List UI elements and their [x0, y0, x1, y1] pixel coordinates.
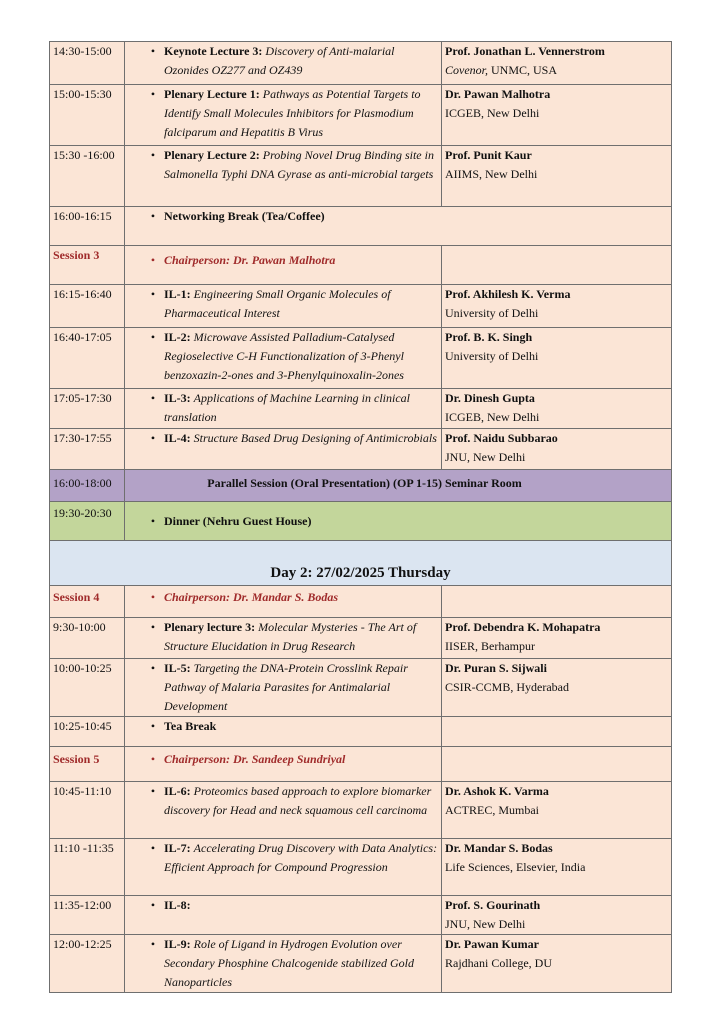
speaker-affiliation: University of Delhi: [445, 306, 539, 320]
talk-label: Plenary Lecture 2:: [164, 148, 260, 162]
talk-title: Engineering Small Organic Molecules of Pharmaceutical Interest: [164, 287, 391, 320]
bullet-icon: •: [150, 148, 156, 162]
speaker-cell: [442, 935, 672, 993]
talk-cell: [125, 285, 442, 328]
talk-label: Plenary lecture 3:: [164, 620, 256, 634]
speaker-cell: [442, 659, 672, 717]
talk-cell: [125, 717, 442, 747]
speaker-affiliation: Covenor, UNMC, USA: [445, 63, 558, 77]
talk-title: Pathways as Potential Targets to Identify Small Molecules Inhibitors for Plasmodium falciparum and Hepatitis B Virus: [164, 87, 421, 139]
talk-title: Microwave Assisted Palladium-Catalysed Regioselective C-H Functionalization of 3-Phenyl benzoxazin-2-ones and 3-Phenylquinoxalin-2ones: [164, 330, 404, 382]
talk-cell: [125, 85, 442, 146]
speaker-cell: [442, 146, 672, 207]
speaker-name: Prof. S. Gourinath: [445, 898, 541, 912]
schedule-row: [50, 429, 672, 470]
time-cell: 11:35-12:00: [50, 896, 125, 935]
schedule-row: [50, 659, 672, 717]
bullet-icon: •: [150, 841, 156, 855]
speaker-name: Prof. Jonathan L. Vennerstrom: [445, 44, 605, 58]
bullet-icon: •: [150, 620, 156, 634]
talk-cell: [125, 146, 442, 207]
time-cell: 14:30-15:00: [50, 42, 125, 85]
session-row: [50, 586, 672, 618]
parallel-session-label: Parallel Session (Oral Presentation) (OP 1-15) Seminar Room: [125, 470, 672, 502]
bullet-icon: •: [150, 431, 156, 445]
schedule-row: [50, 782, 672, 839]
chair-cell: [125, 586, 442, 618]
speaker-cell: [442, 42, 672, 85]
schedule-row: [50, 85, 672, 146]
time-cell: 11:10 -11:35: [50, 839, 125, 896]
break-label: Networking Break (Tea/Coffee): [164, 209, 325, 223]
speaker-name: Dr. Ashok K. Varma: [445, 784, 549, 798]
speaker-affiliation: IISER, Berhampur: [445, 639, 535, 653]
time-cell: 17:05-17:30: [50, 389, 125, 429]
schedule-row: [50, 42, 672, 85]
talk-title: Targeting the DNA-Protein Crosslink Repair Pathway of Malaria Parasites for Antimalarial Development: [164, 661, 408, 713]
talk-label: IL-5:: [164, 661, 191, 675]
chair-cell: [125, 246, 442, 285]
day-header-row: [50, 541, 672, 586]
talk-label: IL-3:: [164, 391, 191, 405]
talk-title: Accelerating Drug Discovery with Data Analytics: Efficient Approach for Compound Progression: [164, 841, 438, 874]
session-label: Session 5: [50, 747, 125, 782]
speaker-name: Dr. Puran S. Sijwali: [445, 661, 547, 675]
talk-cell: [125, 207, 672, 246]
speaker-affiliation: ICGEB, New Delhi: [445, 106, 540, 120]
talk-label: IL-8:: [164, 898, 191, 912]
speaker-name: Dr. Dinesh Gupta: [445, 391, 535, 405]
speaker-name: Prof. Punit Kaur: [445, 148, 532, 162]
talk-label: IL-7:: [164, 841, 191, 855]
schedule-row: [50, 328, 672, 389]
empty-cell: [442, 586, 672, 618]
talk-cell: [125, 659, 442, 717]
schedule-row: [50, 389, 672, 429]
talk-title: Probing Novel Drug Binding site in Salmonella Typhi DNA Gyrase as anti-microbial targets: [164, 148, 434, 181]
bullet-icon: •: [150, 661, 156, 675]
talk-cell: [125, 782, 442, 839]
speaker-name: Prof. Naidu Subbarao: [445, 431, 558, 445]
speaker-cell: [442, 328, 672, 389]
time-cell: 12:00-12:25: [50, 935, 125, 993]
schedule-row: [50, 839, 672, 896]
schedule-row: [50, 896, 672, 935]
empty-cell: [442, 246, 672, 285]
bullet-icon: •: [150, 209, 156, 223]
time-cell: 16:15-16:40: [50, 285, 125, 328]
speaker-affiliation: University of Delhi: [445, 349, 539, 363]
talk-title: Discovery of Anti-malarial Ozonides OZ277 and OZ439: [164, 44, 395, 77]
chairperson: Chairperson: Dr. Pawan Malhotra: [164, 253, 336, 267]
speaker-affiliation: ICGEB, New Delhi: [445, 410, 540, 424]
time-cell: 15:30 -16:00: [50, 146, 125, 207]
bullet-icon: •: [150, 898, 156, 912]
speaker-affiliation: Life Sciences, Elsevier, India: [445, 860, 586, 874]
speaker-affiliation: AIIMS, New Delhi: [445, 167, 538, 181]
chair-cell: [125, 747, 442, 782]
speaker-affiliation: JNU, New Delhi: [445, 917, 526, 931]
time-cell: 9:30-10:00: [50, 618, 125, 659]
talk-cell: [125, 42, 442, 85]
dinner-label: Dinner (Nehru Guest House): [164, 514, 312, 528]
talk-label: IL-9:: [164, 937, 191, 951]
bullet-icon: •: [150, 752, 156, 766]
speaker-affiliation: ACTREC, Mumbai: [445, 803, 540, 817]
speaker-cell: [442, 285, 672, 328]
speaker-cell: [442, 618, 672, 659]
break-label: Tea Break: [164, 719, 217, 733]
talk-title: Applications of Machine Learning in clinical translation: [164, 391, 410, 424]
talk-label: IL-1:: [164, 287, 191, 301]
speaker-name: Prof. Debendra K. Mohapatra: [445, 620, 601, 634]
talk-cell: [125, 389, 442, 429]
speaker-name: Dr. Mandar S. Bodas: [445, 841, 553, 855]
speaker-cell: [442, 896, 672, 935]
speaker-cell: [442, 839, 672, 896]
talk-cell: [125, 618, 442, 659]
schedule-row: [50, 285, 672, 328]
speaker-name: Dr. Pawan Malhotra: [445, 87, 551, 101]
bullet-icon: •: [150, 590, 156, 604]
talk-title: Proteomics based approach to explore biomarker discovery for Head and neck squamous cell carcinoma: [164, 784, 432, 817]
bullet-icon: •: [150, 44, 156, 58]
talk-title: Role of Ligand in Hydrogen Evolution over Secondary Phosphine Chalcogenide stabilized Gold Nanoparticles: [164, 937, 414, 989]
talk-label: IL-2:: [164, 330, 191, 344]
speaker-name: Prof. B. K. Singh: [445, 330, 533, 344]
time-cell: 16:00-18:00: [50, 470, 125, 502]
schedule-body: [50, 42, 672, 993]
talk-cell: [125, 896, 442, 935]
bullet-icon: •: [150, 719, 156, 733]
speaker-cell: [442, 85, 672, 146]
talk-cell: [125, 935, 442, 993]
empty-cell: [442, 717, 672, 747]
schedule-row: [50, 618, 672, 659]
talk-title: Structure Based Drug Designing of Antimicrobials: [193, 431, 437, 445]
schedule-row: [50, 935, 672, 993]
talk-title: Molecular Mysteries - The Art of Structure Elucidation in Drug Research: [164, 620, 417, 653]
bullet-icon: •: [150, 937, 156, 951]
time-cell: 15:00-15:30: [50, 85, 125, 146]
speaker-name: Dr. Pawan Kumar: [445, 937, 539, 951]
parallel-session-row: [50, 470, 672, 502]
speaker-cell: [442, 389, 672, 429]
time-cell: 16:40-17:05: [50, 328, 125, 389]
day-heading: Day 2: 27/02/2025 Thursday: [50, 541, 672, 586]
bullet-icon: •: [150, 253, 156, 267]
bullet-icon: •: [150, 330, 156, 344]
talk-cell: [125, 839, 442, 896]
time-cell: 19:30-20:30: [50, 502, 125, 541]
talk-label: Keynote Lecture 3:: [164, 44, 263, 58]
time-cell: 17:30-17:55: [50, 429, 125, 470]
bullet-icon: •: [150, 784, 156, 798]
talk-label: IL-6:: [164, 784, 191, 798]
speaker-affiliation: Rajdhani College, DU: [445, 956, 552, 970]
talk-label: Plenary Lecture 1:: [164, 87, 260, 101]
time-cell: 10:00-10:25: [50, 659, 125, 717]
time-cell: 16:00-16:15: [50, 207, 125, 246]
talk-cell: [125, 429, 442, 470]
speaker-name: Prof. Akhilesh K. Verma: [445, 287, 571, 301]
dinner-cell: [125, 502, 672, 541]
schedule-row: [50, 207, 672, 246]
schedule-row: [50, 717, 672, 747]
bullet-icon: •: [150, 287, 156, 301]
chairperson: Chairperson: Dr. Sandeep Sundriyal: [164, 752, 346, 766]
session-row: [50, 747, 672, 782]
speaker-affiliation: CSIR-CCMB, Hyderabad: [445, 680, 569, 694]
talk-cell: [125, 328, 442, 389]
schedule-table: [49, 41, 672, 993]
session-label: Session 3: [50, 246, 125, 285]
time-cell: 10:25-10:45: [50, 717, 125, 747]
speaker-cell: [442, 782, 672, 839]
time-cell: 10:45-11:10: [50, 782, 125, 839]
session-row: [50, 246, 672, 285]
bullet-icon: •: [150, 391, 156, 405]
bullet-icon: •: [150, 87, 156, 101]
speaker-affiliation: JNU, New Delhi: [445, 450, 526, 464]
chairperson: Chairperson: Dr. Mandar S. Bodas: [164, 590, 339, 604]
talk-label: IL-4:: [164, 431, 191, 445]
dinner-row: [50, 502, 672, 541]
speaker-cell: [442, 429, 672, 470]
bullet-icon: •: [150, 514, 156, 528]
empty-cell: [442, 747, 672, 782]
session-label: Session 4: [50, 586, 125, 618]
schedule-row: [50, 146, 672, 207]
